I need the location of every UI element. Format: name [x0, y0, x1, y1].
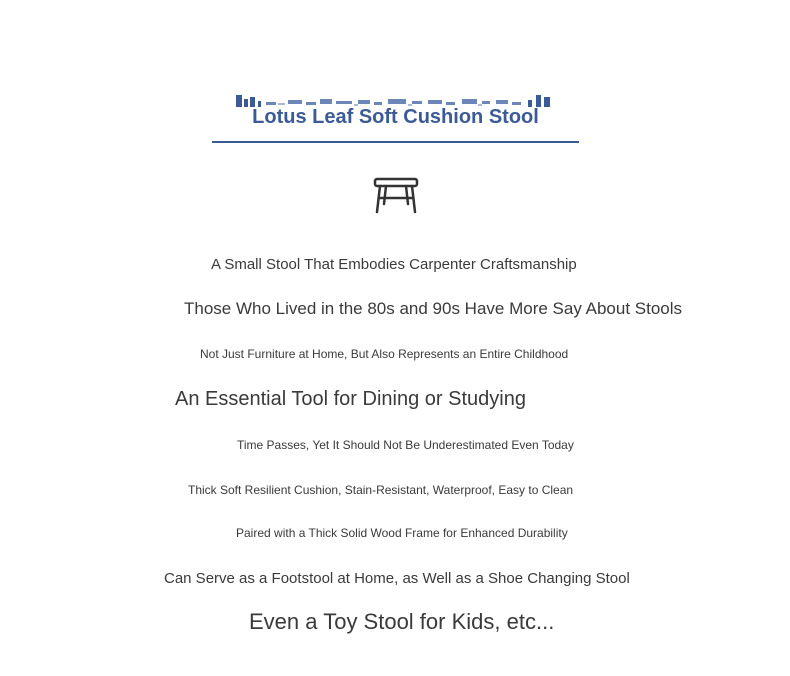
text-line-3: Not Just Furniture at Home, But Also Represents an Entire Childhood	[200, 347, 569, 361]
text-line-1: A Small Stool That Embodies Carpenter Craftsmanship	[211, 256, 577, 273]
text-line-2: Those Who Lived in the 80s and 90s Have More Say About Stools	[184, 299, 683, 318]
page-title: Lotus Leaf Soft Cushion Stool	[252, 106, 539, 128]
text-line-9: Even a Toy Stool for Kids, etc...	[249, 609, 555, 634]
text-line-6: Thick Soft Resilient Cushion, Stain-Resistant, Waterproof, Easy to Clean	[188, 483, 574, 497]
text-line-7: Paired with a Thick Solid Wood Frame for Enhanced Durability	[236, 526, 568, 540]
header	[212, 90, 579, 146]
stool-icon	[372, 176, 420, 216]
title-underline	[212, 141, 579, 143]
text-line-5: Time Passes, Yet It Should Not Be Underestimated Even Today	[237, 438, 574, 452]
text-line-4: An Essential Tool for Dining or Studying	[175, 388, 526, 410]
text-line-8: Can Serve as a Footstool at Home, as Well as a Shoe Changing Stool	[164, 570, 630, 587]
